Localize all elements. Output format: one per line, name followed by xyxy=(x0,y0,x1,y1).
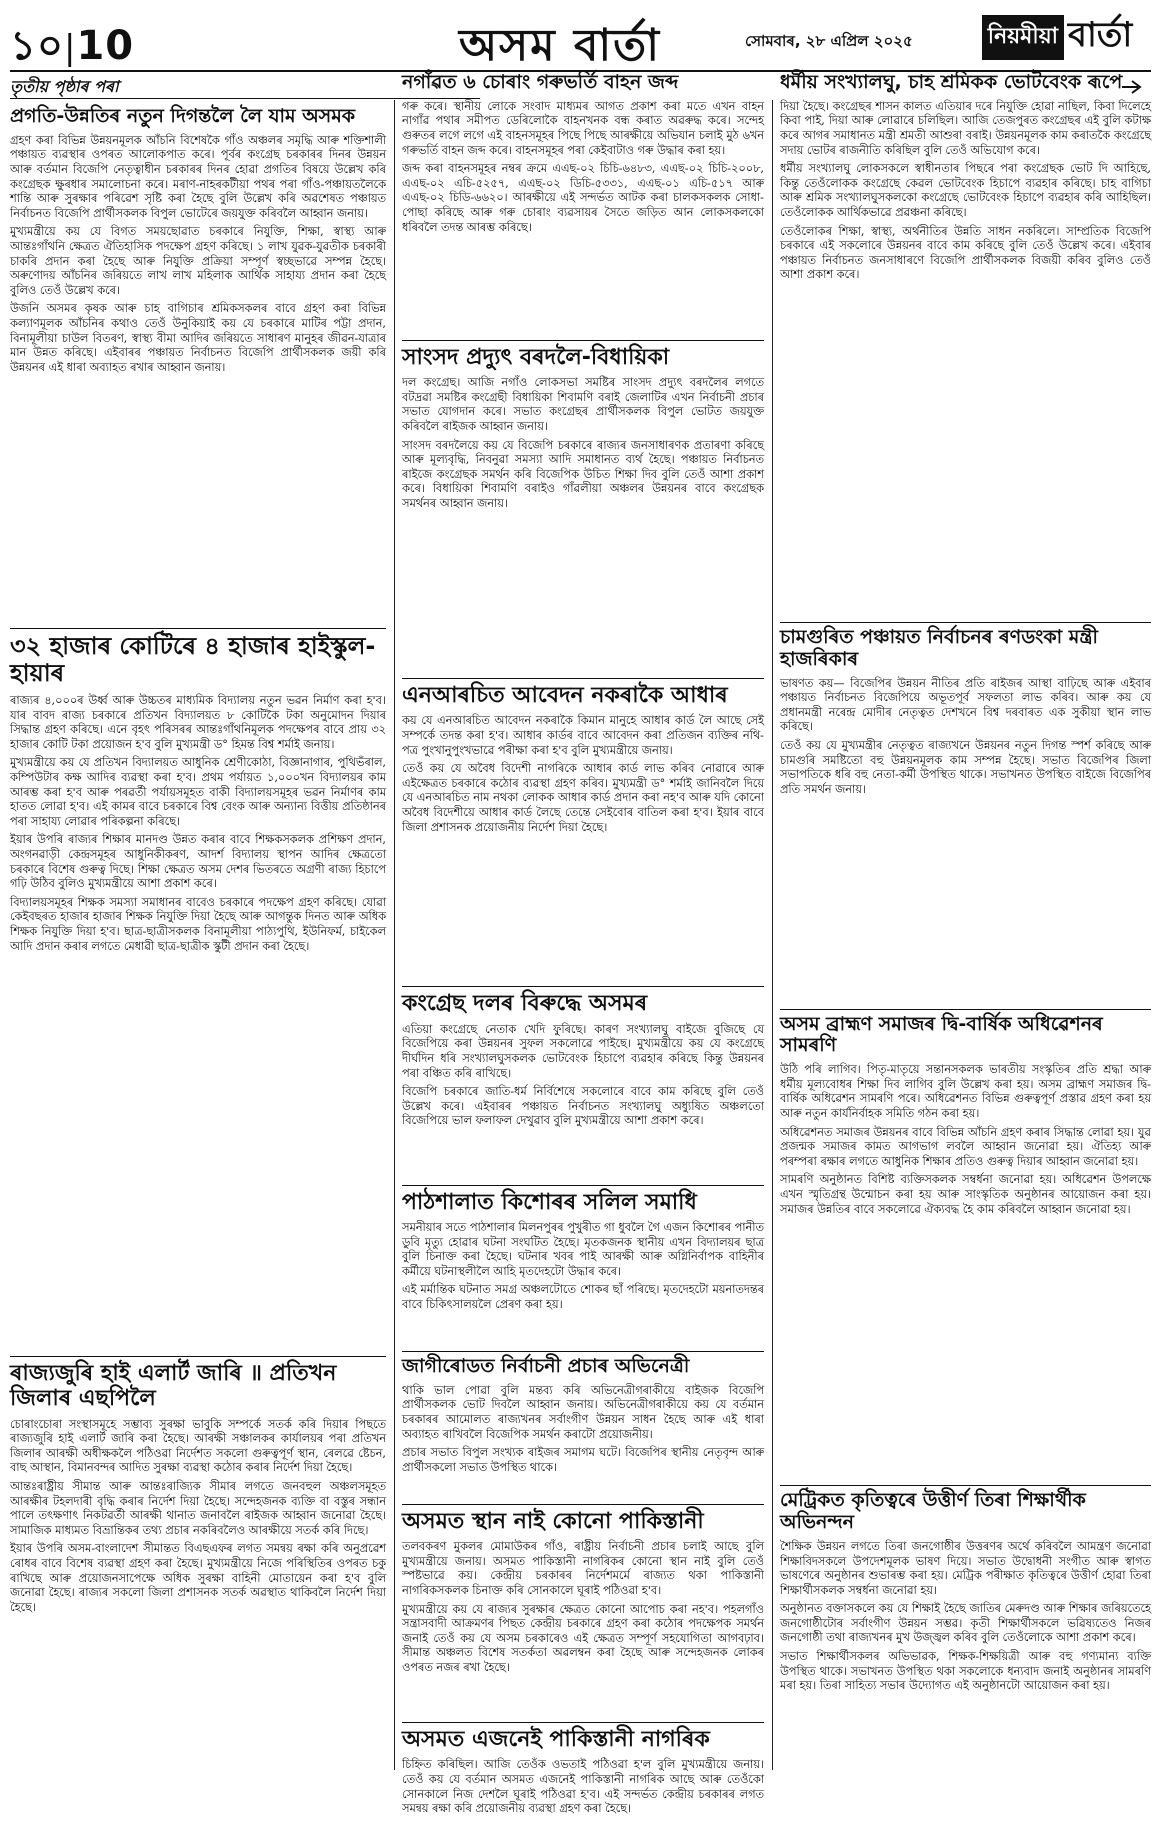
paragraph: সামৰণি অনুষ্ঠানত বিশিষ্ট ব্যক্তিসকলক সম্বৰ্ধনা জনোৱা হয়। অধিৱেশন উপলক্ষে এখন স্মৃতিগ্ৰন্থ উন্মোচন কৰা হয় আৰু সাংস্কৃতিক অনুষ্ঠানৰ আয়োজন কৰা হয়। সমাজৰ উন্নতিৰ বাবে সকলোৱে ঐক্যবদ্ধ হৈ কাম কৰিবলৈ আহ্বান জনোৱা হয়। xyxy=(780,1173,1151,1216)
article-headline: অসমত এজনেই পাকিস্তানী নাগৰিক xyxy=(402,1722,764,1752)
paragraph: ভাষণত কয়— বিজেপিৰ উন্নয়ন নীতিৰ প্ৰতি ৰাইজৰ আস্থা বাঢ়িছে আৰু এইবাৰ পঞ্চায়ত নিৰ্বাচনত বিজেপিয়ে অভূতপূৰ্ব সফলতা লাভ কৰিব। আৰু কয় যে প্ৰধানমন্ত্ৰী নৰেন্দ্ৰ মোদীৰ নেতৃত্বত দেশখনে বিশ্ব দৰবাৰত এক সুকীয়া স্থান লাভ কৰিছে। xyxy=(780,676,1151,734)
article-headline: প্ৰগতি-উন্নতিৰ নতুন দিগন্তলৈ লৈ যাম অসমক xyxy=(10,105,356,127)
paragraph: দল কংগ্ৰেছ। আজি নগাঁও লোকসভা সমষ্টিৰ সাংসদ প্ৰদ্যুৎ বৰদলৈৰ লগতে বটদ্ৰৱা সমষ্টিৰ কংগ্ৰেছী বিধায়িকা শিবামণি বৰাই জেলাটিৰ এখন নিৰ্বাচনী প্ৰচাৰ সভাত যোগদান কৰে। সভাত কংগ্ৰেছৰ প্ৰাৰ্থীসকলক বিপুল ভোটত জয়যুক্ত কৰিবলৈ ৰাইজক আহ্বান জনায়। xyxy=(402,376,764,433)
brand-logo-part-a: নিয়মীয়া xyxy=(982,15,1064,60)
paragraph: তেওঁলোকৰ শিক্ষা, স্বাস্থ্য, অৰ্থনীতিৰ উন্নতি সাধন নকৰিলে। সাম্প্ৰতিক বিজেপি চৰকাৰে এই সকলোৰে উন্নয়নৰ বাবে কাম কৰিছে বুলি তেওঁ উল্লেখ কৰে। এইবাৰ পঞ্চায়ত নিৰ্বাচনত জনসাধাৰণে বিজেপি প্ৰাৰ্থীসকলক বিজয়ী কৰিব বুলিও তেওঁ আশা প্ৰকাশ কৰে। xyxy=(780,224,1151,282)
article-headline: কংগ্ৰেছ দলৰ বিৰুদ্ধে অসমৰ xyxy=(402,986,764,1016)
paragraph: ধৰ্মীয় সংখ্যালঘু লোকসকলে স্বাধীনতাৰ পিছৰে পৰা কংগ্ৰেছক ভোট দি আহিছে, কিন্তু তেওঁলোকক কংগ্ৰেছে কেৱল ভোটবেংক হিচাপে ব্যৱহাৰ কৰিছে। চাহ বাগিচা আৰু শ্ৰমিক সংখ্যালঘুসকলকো কংগ্ৰেছে ভোটবেংক হিচাপে ব্যৱহাৰ কৰি আহিছিল। তেওঁলোকক আৰ্থিকভাৱে প্ৰৱঞ্চনা কৰিছে। xyxy=(780,162,1151,219)
article-headline: এনআৰচিত আবেদন নকৰাকৈ আধাৰ xyxy=(402,678,764,708)
paragraph: গৰু কৰে। স্থানীয় লোকে সংবাদ মাধ্যমৰ আগত প্ৰকাশ কৰা মতে এখন বাহন নাগাঁৱ পথাৰ সমীপত ডেৰিলোকৈ বাহনখনক বন্ধ কৰাত অৱৰুদ্ধ কৰে। সন্দেহ গুৰুতৰ লগে লগে এই বাহনসমূহৰ পিছে পিছে আৰক্ষীয়ে অভিযান চলাই মুঠ ৬খন গৰুভৰ্তি বাহন জব্দ কৰে। বাহনসমূহৰ পৰা কেইবাটাও গৰু উদ্ধাৰ কৰা হয়। xyxy=(402,99,764,157)
article-body xyxy=(10,134,386,626)
page-number xyxy=(10,14,134,81)
paragraph: থাকি ভাল পোৱা বুলি মন্তব্য কৰি অভিনেত্ৰীগৰাকীয়ে বাইজক বিজেপি প্ৰাৰ্থীসকলক ভোট দিবলৈ আহ্বান জনায়। অভিনেত্ৰীগৰাকীয়ে কয় যে বৰ্তমান চৰকাৰৰ আমোলত ৰাজ্যখনৰ সৰ্বাংগীণ উন্নয়ন সাধন হৈছে আৰু এই ধাৰা অব্যাহত ৰাখিবলৈ বিজেপিক সমৰ্থন কৰাটো প্ৰয়োজনীয়। xyxy=(402,1383,764,1441)
page-number-bengali: ১০ xyxy=(10,23,64,69)
paragraph: উজনি অসমৰ কৃষক আৰু চাহ বাগিচাৰ শ্ৰমিকসকলৰ বাবে গ্ৰহণ কৰা বিভিন্ন কল্যাণমূলক আঁচনিৰ কথাও তেওঁ উনুকিয়াই কয় যে চৰকাৰে মাটিৰ পট্টা প্ৰদান, বিনামূলীয়া চাউল বিতৰণ, স্বাস্থ্য বীমা আদিৰ জৰিয়তে সাধাৰণ মানুহৰ জীৱন-যাত্ৰাৰ মান উন্নত কৰিছে। এইবাৰৰ পঞ্চায়ত নিৰ্বাচনত বিজেপি প্ৰাৰ্থীসকলক জয়ী কৰি উন্নয়নৰ এই ধাৰা অব্যাহত ৰখাৰ আহ্বান জনায়। xyxy=(10,302,386,374)
paragraph: মুখ্যমন্ত্ৰীয়ে কয় যে প্ৰতিখন বিদ্যালয়ত আধুনিক শ্ৰেণীকোঠা, বিজ্ঞানাগাৰ, পুথিভঁৰাল, কম্পিউটাৰ কক্ষ আদিৰ ব্যৱস্থা কৰা হ'ব। প্ৰথম পৰ্যায়ত ১,০০০খন বিদ্যালয়ৰ কাম আৰম্ভ কৰা হ'ব আৰু পৰৱৰ্তী পৰ্যায়সমূহত বাকী বিদ্যালয়সমূহৰ ভৱন নিৰ্মাণৰ কাম হাতত লোৱা হ'ব। এই কামৰ বাবে চৰকাৰে বিশ্ব বেংক আৰু অন্যান্য বিত্তীয় প্ৰতিষ্ঠানৰ পৰা সাহায্য লোৱাৰ পৰিকল্পনা কৰিছে। xyxy=(10,756,386,828)
paragraph: তেওঁ কয় যে অবৈধ বিদেশী নাগৰিকে আধাৰ কাৰ্ড লাভ কৰিব নোৱাৰে আৰু এইক্ষেত্ৰত চৰকাৰে কঠোৰ ব্যৱস্থা গ্ৰহণ কৰিব। মুখ্যমন্ত্ৰী ড° শৰ্মাই জানিবলৈ দিয়ে যে এনআৰচিত নাম নথকা লোকক আধাৰ কাৰ্ড প্ৰদান কৰা নহ'ব আৰু যদি কোনো অবৈধ বিদেশীয়ে আধাৰ কাৰ্ড লৈছে তেন্তে সেইবোৰ বাতিল কৰা হ'ব। ইয়াৰ বাবে জিলা প্ৰশাসনক প্ৰয়োজনীয় নিৰ্দেশ দিয়া হৈছে। xyxy=(402,762,764,834)
article-body xyxy=(402,1384,764,1502)
article-body xyxy=(402,376,764,676)
page-number-latin: 10 xyxy=(76,23,135,69)
masthead xyxy=(10,8,1151,72)
article-body xyxy=(402,1221,764,1349)
paragraph: সমনীয়াৰ সতে পাঠশালাৰ মিলনপুৰৰ পুখুৰীত গা ধুবলৈ গৈ এজন কিশোৰৰ পানীত ডুবি মৃত্যু হোৱাৰ ঘটনা সংঘটিত হৈছে। মৃতকজনক স্থানীয় এখন বিদ্যালয়ৰ ছাত্ৰ বুলি চিনাক্ত কৰা হৈছে। ঘটনাৰ খবৰ পাই আৰক্ষী আৰু অগ্নিনিৰ্বাপক বাহিনীৰ কৰ্মীয়ে ঘটনাস্থলীলৈ আহি মৃতদেহটো উদ্ধাৰ কৰে। xyxy=(402,1221,764,1278)
paragraph: অধিৱেশনত সমাজৰ উন্নয়নৰ বাবে বিভিন্ন আঁচনি গ্ৰহণ কৰাৰ সিদ্ধান্ত লোৱা হয়। যুৱ প্ৰজন্মক সমাজৰ কামত আগভাগ লবলৈ আহ্বান জনোৱা হয়। ঐতিহ্য আৰু পৰম্পৰা ৰক্ষাৰ লগতে আধুনিক শিক্ষাৰ প্ৰতিও গুৰুত্ব দিয়াৰ আহ্বান জনোৱা হয়। xyxy=(780,1125,1151,1168)
paragraph: এই মৰ্মান্তিক ঘটনাত সমগ্ৰ অঞ্চলটোতে শোকৰ ছাঁ পৰিছে। মৃতদেহটো ময়নাতদন্তৰ বাবে চিকিৎসালয়লৈ প্ৰেৰণ কৰা হয়। xyxy=(402,1283,764,1311)
article-headline: অসম ব্ৰাহ্মণ সমাজৰ দ্বি-বাৰ্ষিক অধিৱেশনৰ সামৰণি xyxy=(780,1009,1151,1058)
paragraph: তেওঁ কয় যে মুখ্যমন্ত্ৰীৰ নেতৃত্বত ৰাজ্যখনে উন্নয়নৰ নতুন দিগন্ত স্পৰ্শ কৰিছে আৰু চামগুৰি সমষ্টিতো বহু উন্নয়নমূলক কাম সম্পন্ন হৈছে। সভাত বিজেপিৰ জিলা সভাপতিকে ধৰি বহু নেতা-কৰ্মী উপস্থিত থাকে। সভাখনত উপস্থিত বাইজে বিজেপিৰ প্ৰতি সমৰ্থন জনায়। xyxy=(780,738,1151,796)
paragraph: দিয়া হৈছে। কংগ্ৰেছৰ শাসন কালত এতিয়াৰ দৰে নিযুক্তি হোৱা নাছিল, কিবা দিলেহে কিবা পাই, দিয়া আৰু লোৱাৰে চলিছিল। আজি তেজপুৰত কংগ্ৰেছৰ এই বুলি কটাক্ষ কৰে আগৰ সমাধানত মন্ত্ৰী শ্ৰমতী আশুৰা বৰাই। উন্নয়নমূলক কাম কৰাতকৈ কংগ্ৰেছে সদায় ভোটৰ ৰাজনীতি কৰিছিল বুলি তেওঁ অভিযোগ কৰে। xyxy=(780,99,1151,157)
article-body xyxy=(10,694,386,1354)
article-body xyxy=(402,1758,764,1848)
article-headline: জাগীৰোডত নিৰ্বাচনী প্ৰচাৰ অভিনেত্ৰী xyxy=(402,1351,764,1378)
newspaper-title: অসম বাৰ্তা xyxy=(459,20,661,71)
paragraph: বিদ্যালয়সমূহৰ শিক্ষক সমস্যা সমাধানৰ বাবেও চৰকাৰে পদক্ষেপ গ্ৰহণ কৰিছে। যোৱা কেইবছৰত হাজাৰ হাজাৰ শিক্ষক নিযুক্তি দিয়া হৈছে আৰু আগন্তুক দিনত আৰু অধিক শিক্ষক নিযুক্তি দিয়া হ'ব। ছাত্ৰ-ছাত্ৰীসকলক বিনামূলীয়া পাঠ্যপুথি, ইউনিফৰ্ম, চাইকেল আদি প্ৰদান কৰাৰ লগতে মেধাৱী ছাত্ৰ-ছাত্ৰীক স্কুটী প্ৰদান কৰা হৈছে। xyxy=(10,895,386,953)
paragraph: ইয়াৰ উপৰি অসম-বাংলাদেশ সীমান্তত বিএছএফৰ লগত সমন্বয় ৰক্ষা কৰি অনুপ্ৰৱেশ ৰোধৰ বাবে বিশেষ ব্যৱস্থা গ্ৰহণ কৰা হৈছে। মুখ্যমন্ত্ৰীয়ে নিজে পৰিস্থিতিৰ ওপৰত চকু ৰাখিছে আৰু প্ৰয়োজনসাপেক্ষে অধিক সুৰক্ষা বাহিনী মোতায়েন কৰা হ'ব বুলি জনোৱা হৈছে। ৰাজ্যৰ সকলো জিলা প্ৰশাসনক সতৰ্ক অৱস্থাত থাকিবলৈ নিৰ্দেশ দিয়া হৈছে। xyxy=(10,1542,386,1614)
paragraph: উঠি পৰি লাগিব। পিতৃ-মাতৃয়ে সন্তানসকলক ভাৰতীয় সংস্কৃতিৰ প্ৰতি শ্ৰদ্ধা আৰু ধৰ্মীয় মূল্যবোধৰ শিক্ষা দিব লাগিব বুলি উল্লেখ কৰা হয়। অসম ব্ৰাহ্মণ সমাজৰ দ্বি-বাৰ্ষিক অধিৱেশন সামৰণি পৰে। অধিৱেশনত বিভিন্ন গুৰুত্বপূৰ্ণ প্ৰস্তাৱ গ্ৰহণ কৰা হয় আৰু নতুন কাৰ্যনিৰ্বাহক সমিতি গঠন কৰা হয়। xyxy=(780,1063,1151,1120)
column-2 xyxy=(402,70,764,1816)
article-headline: মেট্ৰিকত কৃতিত্বৰে উত্তীৰ্ণ তিৰা শিক্ষাৰ্থীক অভিনন্দন xyxy=(780,1485,1151,1534)
article-body xyxy=(10,1418,386,1838)
newspaper-page xyxy=(10,8,1151,1816)
article-body xyxy=(780,677,1151,1007)
issue-date: সোমবাৰ, ২৮ এপ্ৰিল ২০২৫ xyxy=(745,32,913,50)
paragraph: ইয়াৰ উপৰি ৰাজ্যৰ শিক্ষাৰ মানদণ্ড উন্নত কৰাৰ বাবে শিক্ষকসকলক প্ৰশিক্ষণ প্ৰদান, অংগনৱাড়ী কেন্দ্ৰসমূহৰ আধুনিকীকৰণ, আদৰ্শ বিদ্যালয় স্থাপন আদিৰ ক্ষেত্ৰতো চৰকাৰে বিশেষ গুৰুত্ব দিছে। শিক্ষা ক্ষেত্ৰত অসম দেশৰ ভিতৰতে অগ্ৰণী ৰাজ্য হিচাপে গঢ়ি উঠিব বুলিও মুখ্যমন্ত্ৰীয়ে আশা প্ৰকাশ কৰে। xyxy=(10,833,386,891)
paragraph: তলবকৰণ মুকলৰ মোমাউকৰ গাঁও, ৰাষ্ট্ৰীয় নিৰ্বাচনী প্ৰচাৰ চলাই আছে বুলি মুখ্যমন্ত্ৰীয়ে জনায়। অসমত পাকিস্তানী নাগৰিকৰ কোনো স্থান নাই বুলি তেওঁ স্পষ্টভাৱে কয়। কেন্দ্ৰীয় চৰকাৰৰ নিৰ্দেশমৰ্মে ৰাজ্যত থকা পাকিস্তানী নাগৰিকসকলক চিনাক্ত কৰি সোনকালে ঘূৰাই পঠিওৱা হ'ব। xyxy=(402,1540,764,1597)
paragraph: বিজেপি চৰকাৰে জাতি-ধৰ্ম নিৰ্বিশেষে সকলোৰে বাবে কাম কৰিছে বুলি তেওঁ উল্লেখ কৰে। এইবাৰৰ পঞ্চায়ত নিৰ্বাচনত সংখ্যালঘু অধ্যুষিত অঞ্চলতো বিজেপিয়ে ভাল ফলাফল দেখুৱাব বুলি মুখ্যমন্ত্ৰীয়ে আশা প্ৰকাশ কৰে। xyxy=(402,1085,764,1128)
paragraph: এতিয়া কংগ্ৰেছে নেতাক খেদি ফুৰিছে। কাৰণ সংখ্যালঘু বাইজে বুজিছে যে বিজেপিয়ে কৰা উন্নয়নৰ সুফল সকলোৱে পাইছে। মুখ্যমন্ত্ৰীয়ে কয় যে কংগ্ৰেছে দীৰ্ঘদিন ধৰি সংখ্যালঘুসকলক ভোটবেংক হিচাপে ব্যৱহাৰ কৰিছে কিন্তু উন্নয়নৰ পৰা বঞ্চিত কৰি ৰাখিছে। xyxy=(402,1022,764,1080)
article-body xyxy=(402,1023,764,1183)
article-headline: ৩২ হাজাৰ কোটিৰে ৪ হাজাৰ হাইস্কুল-হায়াৰ xyxy=(10,628,386,688)
brand-logo-part-b: বাৰ্তা xyxy=(1068,14,1133,55)
paragraph: অনুষ্ঠানত বক্তাসকলে কয় যে শিক্ষাই হৈছে জাতিৰ মেৰুদণ্ড আৰু শিক্ষাৰ জৰিয়তেহে জনগোষ্ঠীটোৰ সৰ্বাংগীণ উন্নয়ন সম্ভৱ। কৃতী শিক্ষাৰ্থীসকলে ভৱিষ্যতেও নিজৰ জনগোষ্ঠী তথা ৰাজ্যখনৰ মুখ উজ্জ্বল কৰিব বুলি তেওঁলোকে আশা প্ৰকাশ কৰে। xyxy=(780,1602,1151,1645)
article-headline: পাঠশালাত কিশোৰৰ সলিল সমাধি xyxy=(402,1185,764,1215)
paragraph: কয় যে এনআৰচিত আবেদন নকৰাকৈ কিমান মানুহে আধাৰ কাৰ্ড লৈ আছে সেই সম্পৰ্কে তদন্ত কৰা হ'ব। আধাৰ কাৰ্ডৰ বাবে আবেদন কৰা প্ৰতিজন ব্যক্তিৰ নথি-পত্ৰ পুংখানুপুংখভাৱে পৰীক্ষা কৰা হ'ব বুলি মুখ্যমন্ত্ৰীয়ে জনায়। xyxy=(402,714,764,757)
paragraph: মুখ্যমন্ত্ৰীয়ে কয় যে বিগত সময়ছোৱাত চৰকাৰে নিযুক্তি, শিক্ষা, স্বাস্থ্য আৰু আন্তঃগাঁথনি ক্ষেত্ৰত ঐতিহাসিক পদক্ষেপ গ্ৰহণ কৰিছে। ১ লাখ যুৱক-যুৱতীক চৰকাৰী চাকৰি প্ৰদান কৰা হৈছে আৰু নিযুক্তি প্ৰক্ৰিয়া সম্পূৰ্ণ স্বচ্ছভাৱে সম্পন্ন হৈছে। অৰুণোদয় আঁচনিৰ জৰিয়তে লাখ লাখ মহিলাক আৰ্থিক সাহায্য প্ৰদান কৰা হৈছে বুলিও তেওঁ উল্লেখ কৰে। xyxy=(10,225,386,297)
article-headline: অসমত স্থান নাই কোনো পাকিস্তানী xyxy=(402,1504,764,1534)
article-headline: নগাঁৱত ৬ চোৰাং গৰুভৰ্তি বাহন জব্দ xyxy=(402,71,679,93)
article-headline: ধৰ্মীয় সংখ্যালঘু, চাহ শ্ৰমিকক ভোটবেংক ৰূপে xyxy=(780,71,1123,93)
column-divider xyxy=(772,100,773,1770)
page-number-separator: | xyxy=(63,28,77,68)
paragraph: গ্ৰহণ কৰা বিভিন্ন উন্নয়নমূলক আঁচনি বিশেষকৈ গাঁও অঞ্চলৰ সমৃদ্ধি আৰু শক্তিশালী পঞ্চায়ত ব্যৱস্থাৰ ওপৰত আলোকপাত কৰে। পূৰ্বৰ কংগ্ৰেছ চৰকাৰৰ দিনৰ উন্নয়ন আৰু বৰ্তমান বিজেপি নেতৃত্বাধীন চৰকাৰৰ দিনৰ হোৱা প্ৰগতিৰ বিষয়ে উল্লেখ কৰি কংগ্ৰেছক ক্ষুৰধাৰ সমালোচনা কৰে। মৰাণ-নাহৰকটীয়া পথৰ পৰা গাঁও-পঞ্চায়তলৈকে শান্তি আৰু সুৰক্ষাৰ পৰিৱেশ সৃষ্টি কৰা হৈছে বুলি উল্লেখ কৰি অৱশেষত পঞ্চায়ত নিৰ্বাচনত বিজেপি প্ৰাৰ্থীসকলক বিপুল ভোটেৰে জয়যুক্ত কৰিবলৈ আহ্বান জনায়। xyxy=(10,133,386,220)
paragraph: আন্তঃৰাষ্ট্ৰীয় সীমান্ত আৰু আন্তঃৰাজ্যিক সীমাৰ লগতে জনবহুল অঞ্চলসমূহত আৰক্ষীৰ টহলদাৰী বৃদ্ধি কৰাৰ নিৰ্দেশ দিয়া হৈছে। সন্দেহজনক ব্যক্তি বা বস্তুৰ সন্ধান পালে তৎক্ষণাৎ নিকটৱৰ্তী আৰক্ষী থানাত জনাবলৈ ৰাইজক আহ্বান জনোৱা হৈছে। সামাজিক মাধ্যমত বিভ্ৰান্তিকৰ তথ্য প্ৰচাৰ নকৰিবলৈও আৰক্ষীয়ে সতৰ্ক কৰি দিছে। xyxy=(10,1480,386,1537)
paragraph: মুখ্যমন্ত্ৰীয়ে কয় যে ৰাজ্যৰ সুৰক্ষাৰ ক্ষেত্ৰত কোনো আপোচ কৰা নহ'ব। পহলগাঁও সন্ত্ৰাসবাদী আক্ৰমণৰ পিছত কেন্দ্ৰীয় চৰকাৰে গ্ৰহণ কৰা কঠোৰ পদক্ষেপক সমৰ্থন জনাই তেওঁ কয় যে অসম চৰকাৰেও এই ক্ষেত্ৰত সম্পূৰ্ণ সহযোগিতা আগবঢ়াব। সীমান্ত অঞ্চলত বিশেষ সতৰ্কতা অৱলম্বন কৰা হৈছে আৰু সন্দেহজনক লোকৰ ওপৰত নজৰ ৰখা হৈছে। xyxy=(402,1602,764,1674)
article-headline: চামগুৰিত পঞ্চায়ত নিৰ্বাচনৰ ৰণডংকা মন্ত্ৰী হাজৰিকাৰ xyxy=(780,622,1151,671)
article-body xyxy=(780,1063,1151,1483)
paragraph: চিহ্নিত কৰিছিল। আজি তেওঁক ওভতাই পঠিওৱা হ'ল বুলি মুখ্যমন্ত্ৰীয়ে জনায়। তেওঁ কয় যে বৰ্তমান অসমত এজনেই পাকিস্তানী নাগৰিক আছে আৰু তেওঁকো সোনকালে নিজ দেশলৈ ঘূৰাই পঠিওৱা হ'ব। এই সন্দৰ্ভত কেন্দ্ৰীয় চৰকাৰৰ লগত সমন্বয় ৰক্ষা কৰি প্ৰয়োজনীয় ব্যৱস্থা গ্ৰহণ কৰা হৈছে। xyxy=(402,1758,764,1816)
article-headline: ৰাজ্যজুৰি হাই এলাৰ্ট জাৰি ॥ প্ৰতিখন জিলাৰ এছপিলৈ xyxy=(10,1356,386,1412)
article-headline: সাংসদ প্ৰদ্যুৎ বৰদলৈ-বিধায়িকা xyxy=(402,340,764,370)
article-body xyxy=(402,714,764,984)
article-body xyxy=(402,100,764,338)
article-body xyxy=(780,1540,1151,1840)
paragraph: জব্দ কৰা বাহনসমূহৰ নম্বৰ ক্ৰমে এএছ-০২ চিচি-৬৪৮৩, এএছ-০২ চিচি-২০০৮, এএছ-০২ এচি-৫২৫৭, এএছ-০২ ডিচি-৫৩৩১, এএছ-০১ এচি-৫১৭ আৰু এএছ-০২ চিডি-৬৬২০। আৰক্ষীয়ে এই সন্দৰ্ভত আটক কৰা চালকসকলক সোধা-পোছা কৰিছে আৰু গৰু চোৰাং ব্যৱসায়ৰ সৈতে জড়িত আন লোকসকলকো ধৰিবলৈ তদন্ত আৰম্ভ কৰিছে। xyxy=(402,162,764,234)
column-1 xyxy=(10,104,386,1771)
article-body xyxy=(780,100,1151,620)
article-body xyxy=(402,1540,764,1720)
paragraph: সাংসদ বৰদলৈয়ে কয় যে বিজেপি চৰকাৰে ৰাজ্যৰ জনসাধাৰণক প্ৰতাৰণা কৰিছে আৰু মূল্যবৃদ্ধি, নিবনুৱা সমস্যা আদি সমাধানত ব্যৰ্থ হৈছে। পঞ্চায়ত নিৰ্বাচনত ৰাইজে কংগ্ৰেছক সমৰ্থন কৰি বিজেপিক উচিত শিক্ষা দিব বুলি তেওঁ আশা প্ৰকাশ কৰে। বিধায়িকা শিবামণি বৰাইও গাঁৱলীয়া অঞ্চলৰ উন্নয়নৰ বাবে কংগ্ৰেছক সমৰ্থনৰ আহ্বান জনায়। xyxy=(402,438,764,510)
paragraph: সভাত শিক্ষাৰ্থীসকলৰ অভিভাৱক, শিক্ষক-শিক্ষয়িত্ৰী আৰু বহু গণ্যমান্য ব্যক্তি উপস্থিত থাকে। সভাখনত উপস্থিত থকা সকলোকে ধন্যবাদ জনাই অনুষ্ঠানৰ সামৰণি মৰা হয়। তিৰা সাহিত্য সভাৰ উদ্যোগত এই অনুষ্ঠানটো আয়োজন কৰা হয়। xyxy=(780,1650,1151,1693)
paragraph: ৰাজ্যৰ ৪,০০০ৰ উৰ্ধ্ব আৰু উচ্চতৰ মাধ্যমিক বিদ্যালয় নতুন ভৱন নিৰ্মাণ কৰা হ'ব। যাৰ বাবদ ৰাজ্য চৰকাৰে প্ৰতিখন বিদ্যালয়ত ৮ কোটিকৈ টকা অনুমোদন দিয়াৰ সিদ্ধান্ত গ্ৰহণ কৰিছে। এনে বৃহৎ পৰিসৰৰ আন্তঃগাঁথনিমূলক পদক্ষেপৰ বাবে প্ৰায় ৩২ হাজাৰ কোটি টকা প্ৰয়োজন হ'ব বুলি মুখ্যমন্ত্ৰী ড° হিমন্ত বিশ্ব শৰ্মাই জনায়। xyxy=(10,694,386,751)
continuation-label: তৃতীয় পৃষ্ঠাৰ পৰা xyxy=(10,74,480,99)
paragraph: প্ৰচাৰ সভাত বিপুল সংখ্যক ৰাইজৰ সমাগম ঘটে। বিজেপিৰ স্থানীয় নেতৃবৃন্দ আৰু প্ৰাৰ্থীসকলো সভাত উপস্থিত থাকে। xyxy=(402,1446,764,1474)
column-3 xyxy=(780,70,1151,1771)
paragraph: শৈক্ষিক উন্নয়ন লগতে তিৰা জনগোষ্ঠীৰ উত্তৰণৰ অৰ্থে কৰিবলৈ আমন্ত্ৰণ জনোৱা শিক্ষাবিদসকলে উপদেশমূলক ভাষণ দিয়ে। সভাত উদ্বোধনী সংগীত আৰু স্বাগত ভাষণেৰে অনুষ্ঠানৰ শুভাৰম্ভ কৰা হয়। মেট্ৰিক পৰীক্ষাত কৃতিত্বৰে উত্তীৰ্ণ হোৱা তিৰা শিক্ষাৰ্থীসকলক সম্বৰ্ধনা জনোৱা হয়। xyxy=(780,1539,1151,1597)
column-divider xyxy=(394,100,395,1770)
paragraph: চোৰাংচোৰা সংস্থাসমূহে সম্ভাব্য সুৰক্ষা ভাবুকি সম্পৰ্কে সতৰ্ক কৰি দিয়াৰ পিছতে ৰাজ্যজুৰি হাই এলাৰ্ট জাৰি কৰা হৈছে। আৰক্ষী সঞ্চালকৰ কাৰ্যালয়ৰ পৰা প্ৰতিখন জিলাৰ আৰক্ষী অধীক্ষকলৈ পঠিওৱা নিৰ্দেশত সকলো গুৰুত্বপূৰ্ণ স্থান, ৰেলৱে ষ্টেচন, বাছ আস্থান, বিমানবন্দৰ আদিত সুৰক্ষা ব্যৱস্থা কঠোৰ কৰাৰ নিৰ্দেশ দিয়া হৈছে। xyxy=(10,1417,386,1475)
brand-logo xyxy=(963,16,1151,58)
